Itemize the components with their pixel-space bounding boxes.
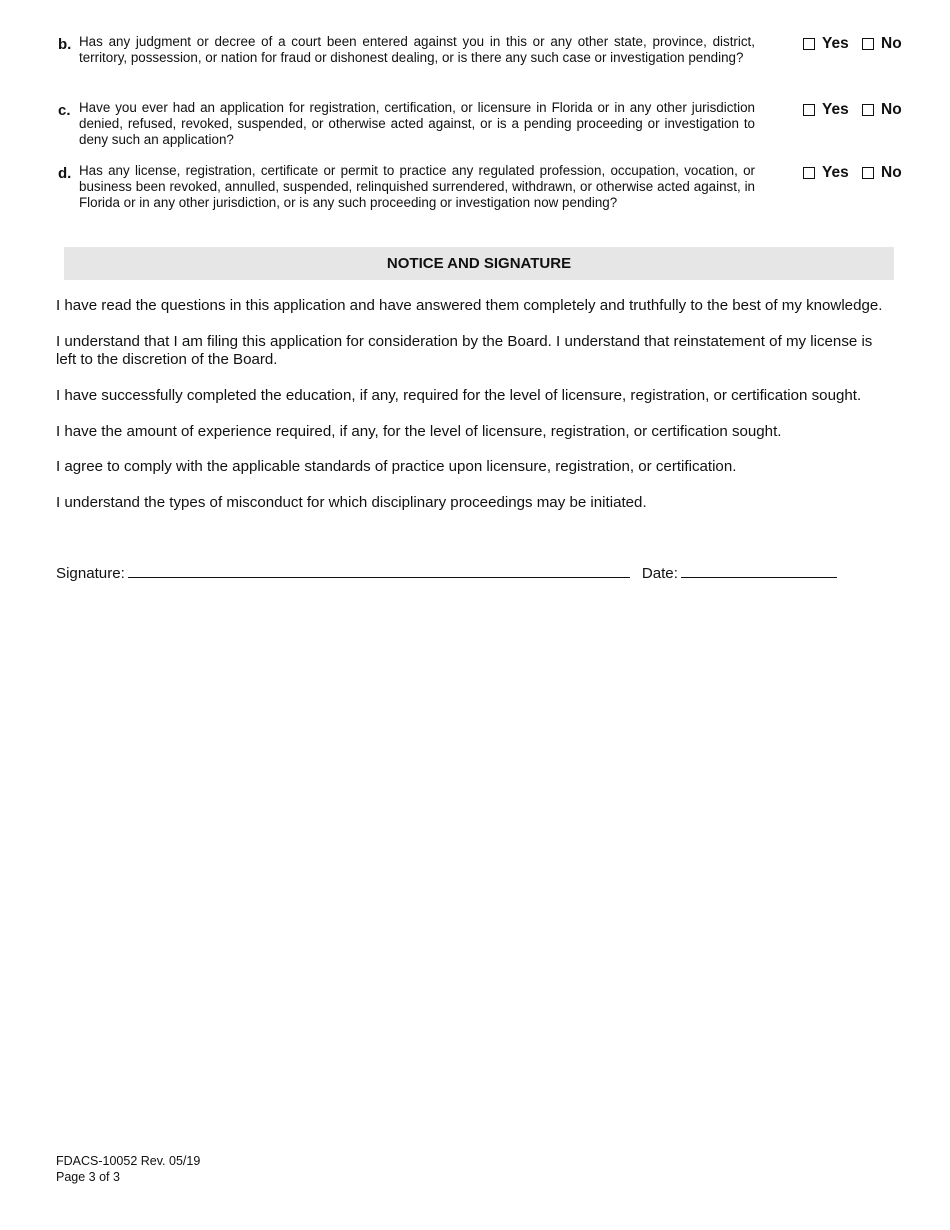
no-checkbox[interactable] [862, 164, 902, 182]
notice-paragraph: I understand that I am filing this application for consideration by the Board. I understand that reinstatement of my license is left to the discretion of the Board. [56, 333, 873, 368]
notice-paragraph: I have the amount of experience required, if any, for the level of licensure, registration, or certification sought. [56, 423, 782, 440]
date-label: Date: [641, 565, 678, 582]
checkbox-icon [803, 104, 815, 116]
yes-checkbox[interactable] [803, 35, 849, 53]
checkbox-icon [862, 38, 874, 50]
question-letter: b. [58, 36, 72, 53]
no-checkbox[interactable] [862, 35, 902, 53]
no-label: No [881, 164, 902, 181]
yes-label: Yes [822, 164, 849, 181]
section-header [64, 247, 894, 280]
checkbox-icon [803, 38, 815, 50]
form-number: FDACS-10052 Rev. 05/19 [56, 1154, 201, 1168]
yes-label: Yes [822, 35, 849, 52]
checkbox-icon [803, 167, 815, 179]
question-text: Have you ever had an application for registration, certification, or licensure in Florida or in any other jurisdiction denied, refused, revoked, suspended, or otherwise acted against, or is a pending proceeding or investigation to deny such an application? [79, 100, 755, 148]
checkbox-icon [862, 104, 874, 116]
signature-field[interactable] [128, 565, 630, 578]
section-title: NOTICE AND SIGNATURE [386, 255, 572, 272]
yes-no-options [803, 35, 902, 55]
signature-row [56, 565, 837, 582]
yes-label: Yes [822, 101, 849, 118]
notice-paragraph: I have successfully completed the education, if any, required for the level of licensure, registration, or certification sought. [56, 387, 862, 404]
notice-paragraph: I agree to comply with the applicable standards of practice upon licensure, registration, or certification. [56, 458, 737, 475]
page-number: Page 3 of 3 [56, 1170, 120, 1184]
notice-paragraph: I understand the types of misconduct for which disciplinary proceedings may be initiated. [56, 494, 647, 511]
question-letter: c. [58, 102, 71, 119]
yes-checkbox[interactable] [803, 164, 849, 182]
question-text: Has any license, registration, certificate or permit to practice any regulated profession, occupation, vocation, or business been revoked, annulled, suspended, relinquished surrendered, withdrawn, or otherwise acted against, in Florida or in any other jurisdiction, or is any such proceeding or investigation now pending? [79, 163, 755, 211]
yes-no-options [803, 164, 902, 184]
no-label: No [881, 35, 902, 52]
date-field[interactable] [681, 565, 837, 578]
no-label: No [881, 101, 902, 118]
question-letter: d. [58, 165, 72, 182]
signature-label: Signature: [56, 565, 125, 582]
checkbox-icon [862, 167, 874, 179]
no-checkbox[interactable] [862, 101, 902, 119]
yes-checkbox[interactable] [803, 101, 849, 119]
yes-no-options [803, 101, 902, 121]
notice-paragraph: I have read the questions in this application and have answered them completely and truthfully to the best of my knowledge. [56, 297, 883, 314]
question-text: Has any judgment or decree of a court been entered against you in this or any other state, province, district, territory, possession, or nation for fraud or dishonest dealing, or is there any such case or investigation pending? [79, 34, 755, 66]
